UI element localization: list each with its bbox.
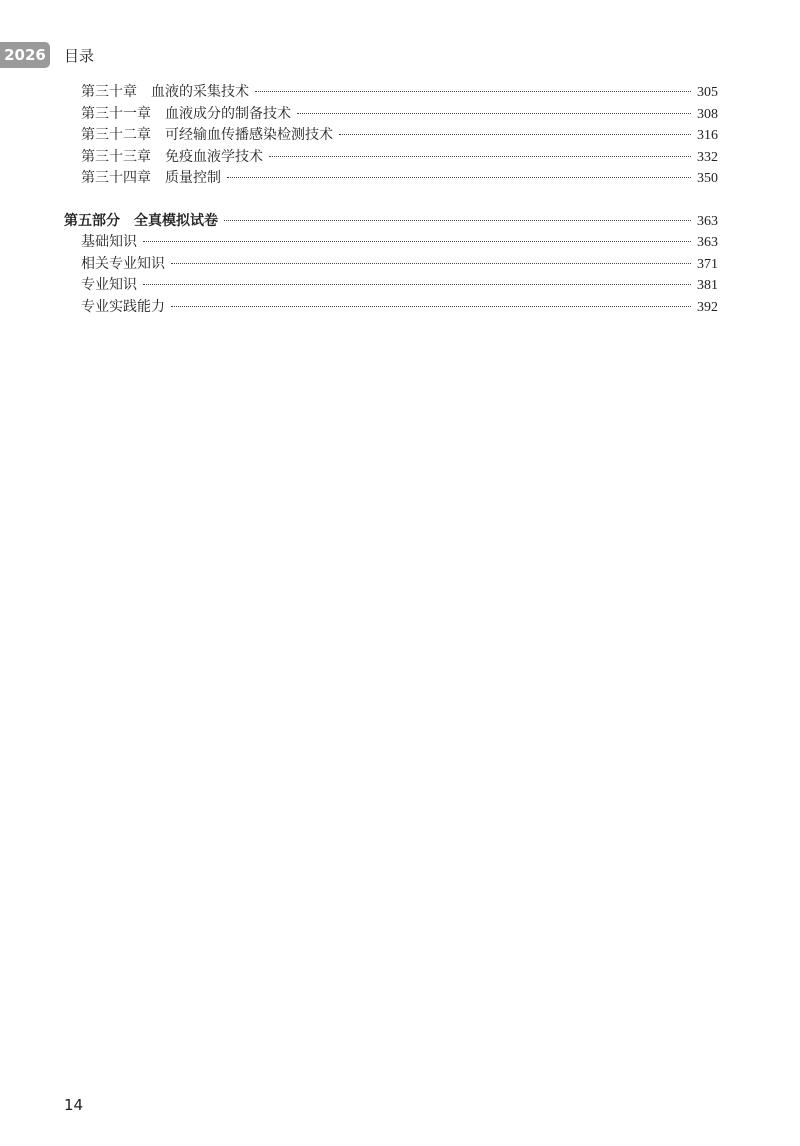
page-ref: 308	[697, 106, 718, 122]
toc-entry-professional-knowledge[interactable]	[64, 275, 718, 297]
chapter-title: 可经输血传播感染检测技术	[165, 127, 333, 143]
dot-leader	[227, 177, 691, 178]
section-gap	[64, 190, 718, 211]
toc-entry-chapter-31[interactable]	[64, 104, 718, 126]
chapter-title: 质量控制	[165, 170, 221, 186]
part-title: 全真模拟试卷	[134, 212, 218, 229]
dot-leader	[143, 284, 691, 285]
toc-entry-related-knowledge[interactable]	[64, 254, 718, 276]
chapter-number: 第三十一章	[81, 105, 151, 122]
dot-leader	[297, 113, 691, 114]
page-ref: 392	[697, 299, 718, 315]
page-ref: 371	[697, 256, 718, 272]
item-title: 相关专业知识	[81, 255, 165, 272]
page-ref: 350	[697, 171, 718, 186]
toc-entry-basic-knowledge[interactable]	[64, 232, 718, 254]
dot-leader	[255, 91, 691, 92]
page-ref: 381	[697, 278, 718, 293]
part-number: 第五部分	[64, 212, 120, 229]
page-ref: 305	[697, 85, 718, 100]
year-tab: 2026	[0, 42, 50, 68]
item-title: 基础知识	[81, 234, 137, 250]
dot-leader	[143, 241, 691, 242]
toc-entry-part-5[interactable]	[64, 211, 718, 233]
page-ref: 316	[697, 128, 718, 143]
page-number: 14	[64, 1096, 84, 1114]
dot-leader	[339, 134, 691, 135]
chapter-title: 血液成分的制备技术	[165, 105, 291, 122]
chapter-number: 第三十三章	[81, 148, 151, 165]
toc-entry-chapter-33[interactable]	[64, 147, 718, 169]
chapter-title: 血液的采集技术	[151, 84, 249, 100]
table-of-contents	[64, 82, 718, 318]
toc-entry-chapter-34[interactable]	[64, 168, 718, 190]
toc-entry-chapter-32[interactable]	[64, 125, 718, 147]
toc-entry-chapter-30[interactable]	[64, 82, 718, 104]
chapter-number: 第三十二章	[81, 127, 151, 143]
chapter-number: 第三十四章	[81, 170, 151, 186]
page-ref: 363	[697, 213, 718, 229]
page-ref: 363	[697, 235, 718, 250]
dot-leader	[224, 220, 691, 221]
dot-leader	[269, 156, 691, 157]
chapter-number: 第三十章	[81, 84, 137, 100]
item-title: 专业实践能力	[81, 298, 165, 315]
toc-entry-practice-ability[interactable]	[64, 297, 718, 319]
dot-leader	[171, 263, 691, 264]
dot-leader	[171, 306, 691, 307]
header-title: 目录	[64, 47, 95, 65]
chapter-title: 免疫血液学技术	[165, 148, 263, 165]
item-title: 专业知识	[81, 277, 137, 293]
page-ref: 332	[697, 149, 718, 165]
